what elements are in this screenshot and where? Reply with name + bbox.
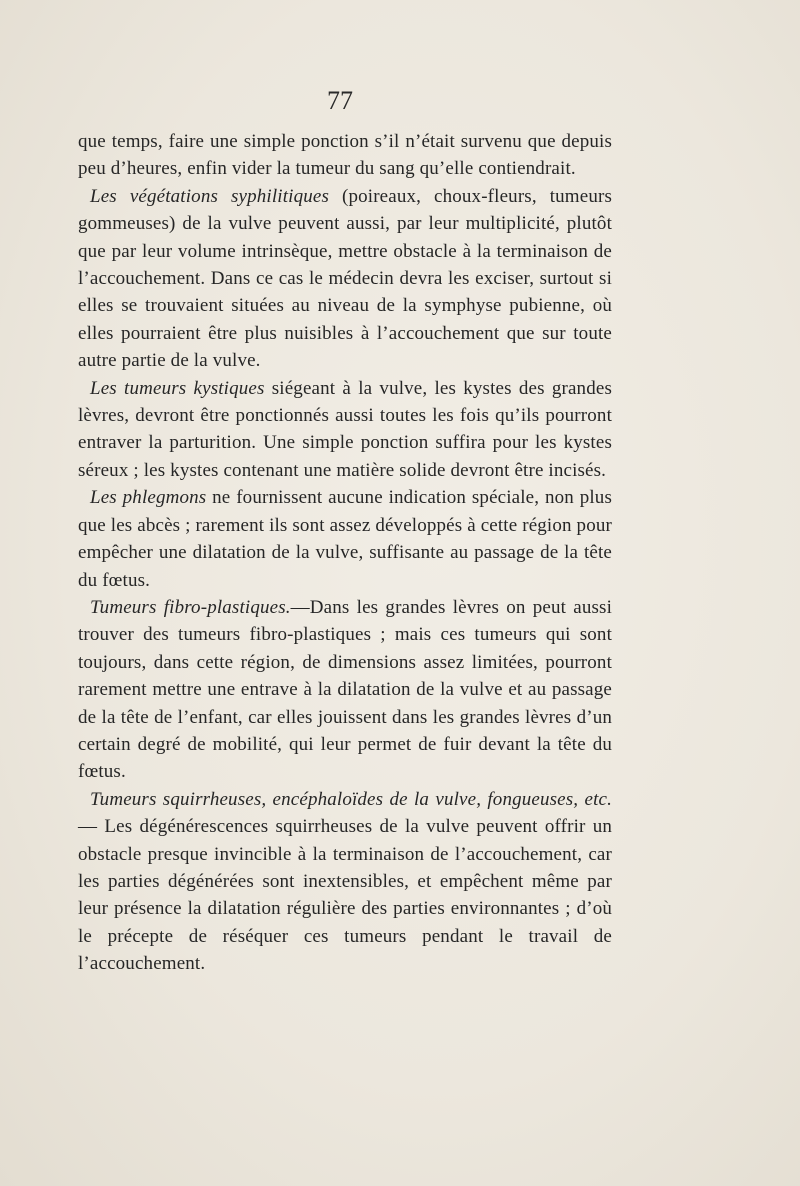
paragraph-text: ne fournissent aucune indication spéciale, non plus que les abcès ; rarement ils sont assez développés à cette région pour empêcher une dilatation de la vulve, suffisante au passage de la tête du fœtus. [78,487,613,591]
paragraph-lead: Les phlegmons [90,487,207,509]
paragraph-3 [78,375,612,485]
paragraph-text: (poireaux, choux-fleurs, tumeurs gommeuses) de la vulve peuvent aussi, par leur multiplicité, plutôt que par leur volume intrinsèque, mettre obstacle à la terminaison de l’accouchement. Dans ce cas le médecin devra les exciser, surtout si elles se trouvaient situées au niveau de la symphyse pubienne, où elles pourraient être plus nuisibles à l’accouchement que sur toute autre partie de la vulve. [78,185,612,372]
body-text [78,128,612,978]
paragraph-4 [78,484,612,594]
paragraph-1 [78,128,612,183]
paragraph-text: — Les dégénérescences squirrheuses de la vulve peuvent offrir un obstacle presque invincible à la terminaison de l’accouchement, car les parties dégénérées sont inextensibles, et empêchent même par leur présence la dilatation régulière des parties environnantes ; d’où le précepte de réséquer ces tumeurs pendant le travail de l’accouchement. [78,816,612,975]
paragraph-6 [78,786,612,978]
page-number: 77 [327,86,353,115]
paragraph-text: —Dans les grandes lèvres on peut aussi trouver des tumeurs fibro-plastiques ; mais ces tumeurs qui sont toujours, dans cette région, de dimensions assez limitées, pourront rarement mettre une entrave à la dilatation de la vulve et au passage de la tête de l’enfant, car elles jouissent dans les grandes lèvres d’un certain degré de mobilité, qui leur permet de fuir devant la tête du fœtus. [78,596,612,783]
paragraph-2 [78,183,612,375]
paragraph-lead: Tumeurs fibro-plastiques. [90,596,291,618]
paragraph-text: que temps, faire une simple ponction s’il n’était survenu que depuis peu d’heures, enfin vider la tumeur du sang qu’elle contiendrait. [78,131,612,180]
paragraph-5 [78,594,612,786]
paragraph-lead: Tumeurs squirrheuses, encéphaloïdes de la vulve, fongueuses, etc. [90,788,612,810]
paragraph-lead: Les tumeurs kystiques [90,377,265,399]
paragraph-lead: Les végétations syphilitiques [90,185,329,207]
paragraph-text: siégeant à la vulve, les kystes des grandes lèvres, devront être ponctionnés aussi toutes les fois qu’ils pourront entraver la parturition. Une simple ponction suffira pour les kystes séreux ; les kystes contenant une matière solide devront être incisés. [78,377,612,481]
